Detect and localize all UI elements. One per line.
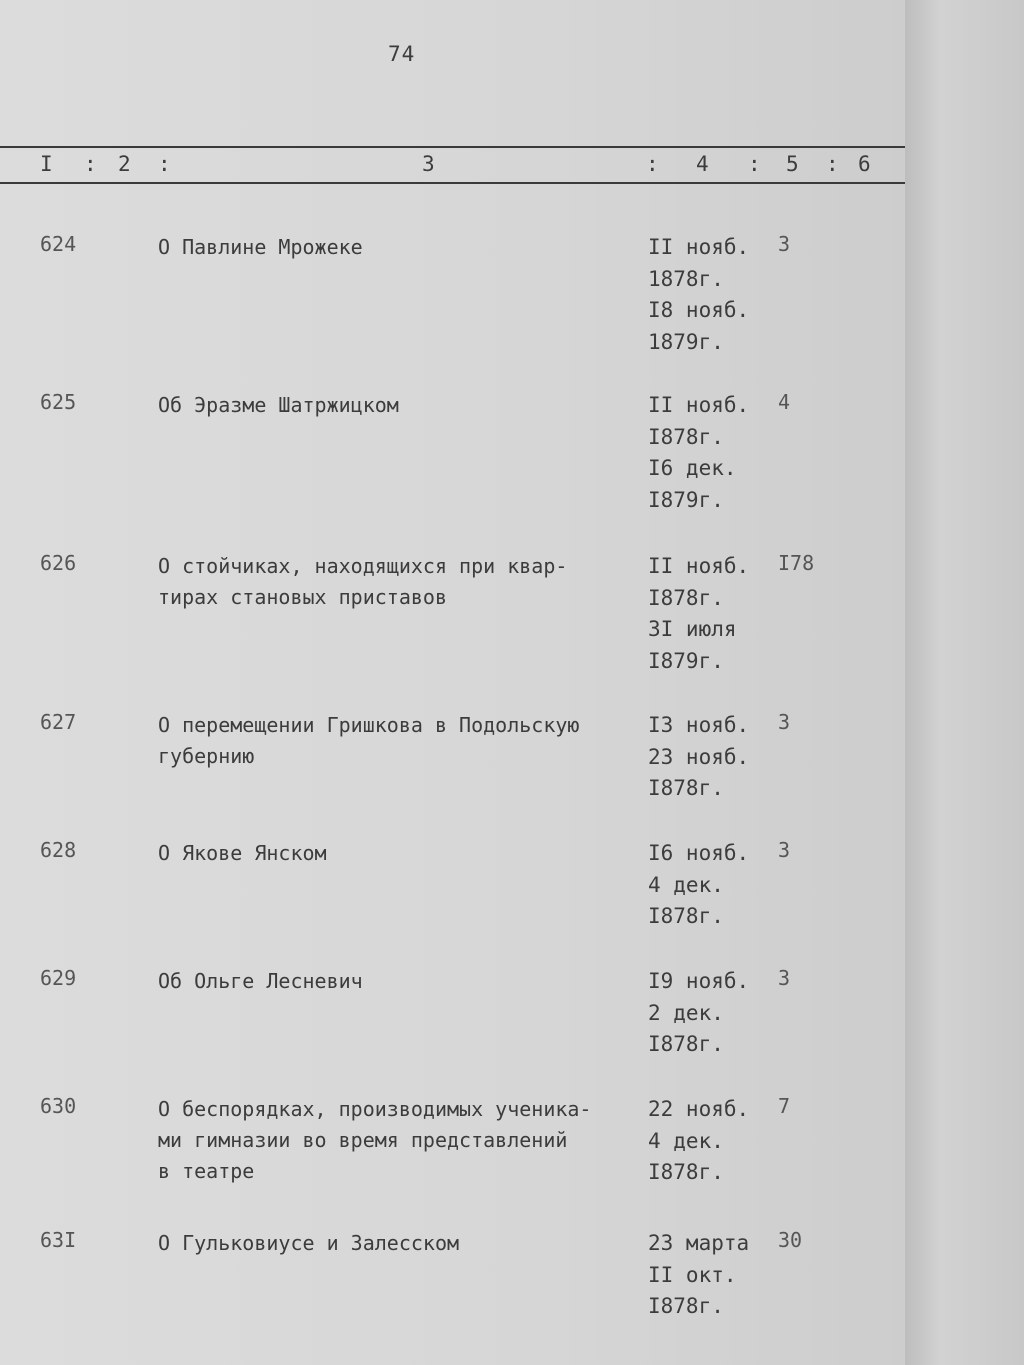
header-rule-bottom bbox=[0, 182, 912, 184]
underlying-sheet-edge bbox=[905, 0, 1024, 1365]
row-number: 626 bbox=[40, 551, 77, 575]
column-header-5: 5 bbox=[786, 152, 799, 176]
row-title: О Павлине Мрожеке bbox=[158, 235, 363, 259]
row-sheet-count: I78 bbox=[778, 551, 815, 575]
row-number: 629 bbox=[40, 966, 77, 990]
row-title: О Гульковиусе и Залесском bbox=[158, 1231, 460, 1255]
header-rule-top bbox=[0, 146, 912, 148]
row-dates: 23 марта II окт. I878г. bbox=[648, 1231, 750, 1318]
row-dates: II нояб. 1878г. I8 нояб. 1879г. bbox=[648, 235, 750, 354]
row-dates: II нояб. I878г. 3I июля I879г. bbox=[648, 554, 750, 673]
row-sheet-count: 4 bbox=[778, 390, 791, 414]
row-title: О стойчиках, находящихся при квар- тирах становых приставов bbox=[158, 554, 568, 609]
row-sheet-count: 3 bbox=[778, 966, 791, 990]
row-dates: I6 нояб. 4 дек. I878г. bbox=[648, 841, 750, 928]
column-header-1: I bbox=[40, 152, 53, 176]
row-number: 627 bbox=[40, 710, 77, 734]
row-number: 628 bbox=[40, 838, 77, 862]
row-sheet-count: 30 bbox=[778, 1228, 803, 1252]
row-dates: II нояб. I878г. I6 дек. I879г. bbox=[648, 393, 750, 512]
column-separator: : bbox=[84, 152, 97, 176]
row-sheet-count: 3 bbox=[778, 710, 791, 734]
column-header-4: 4 bbox=[696, 152, 709, 176]
column-separator: : bbox=[158, 152, 171, 176]
row-number: 63I bbox=[40, 1228, 77, 1252]
column-separator: : bbox=[748, 152, 761, 176]
row-number: 624 bbox=[40, 232, 77, 256]
column-separator: : bbox=[646, 152, 659, 176]
column-header-6: 6 bbox=[858, 152, 871, 176]
row-title: Об Ольге Лесневич bbox=[158, 969, 363, 993]
row-title: О Якове Янском bbox=[158, 841, 327, 865]
row-number: 625 bbox=[40, 390, 77, 414]
row-sheet-count: 3 bbox=[778, 838, 791, 862]
column-header-2: 2 bbox=[118, 152, 131, 176]
row-dates: 22 нояб. 4 дек. I878г. bbox=[648, 1097, 750, 1184]
row-dates: I9 нояб. 2 дек. I878г. bbox=[648, 969, 750, 1056]
column-header-3: 3 bbox=[422, 152, 435, 176]
row-number: 630 bbox=[40, 1094, 77, 1118]
column-separator: : bbox=[826, 152, 839, 176]
row-title: О беспорядках, производимых ученика- ми гимназии во время представлений в театре bbox=[158, 1097, 592, 1183]
row-sheet-count: 7 bbox=[778, 1094, 791, 1118]
row-dates: I3 нояб. 23 нояб. I878г. bbox=[648, 713, 750, 800]
row-sheet-count: 3 bbox=[778, 232, 791, 256]
row-title: О перемещении Гришкова в Подольскую губернию bbox=[158, 713, 580, 768]
row-title: Об Эразме Шатржицком bbox=[158, 393, 399, 417]
page-number: 74 bbox=[388, 42, 416, 66]
